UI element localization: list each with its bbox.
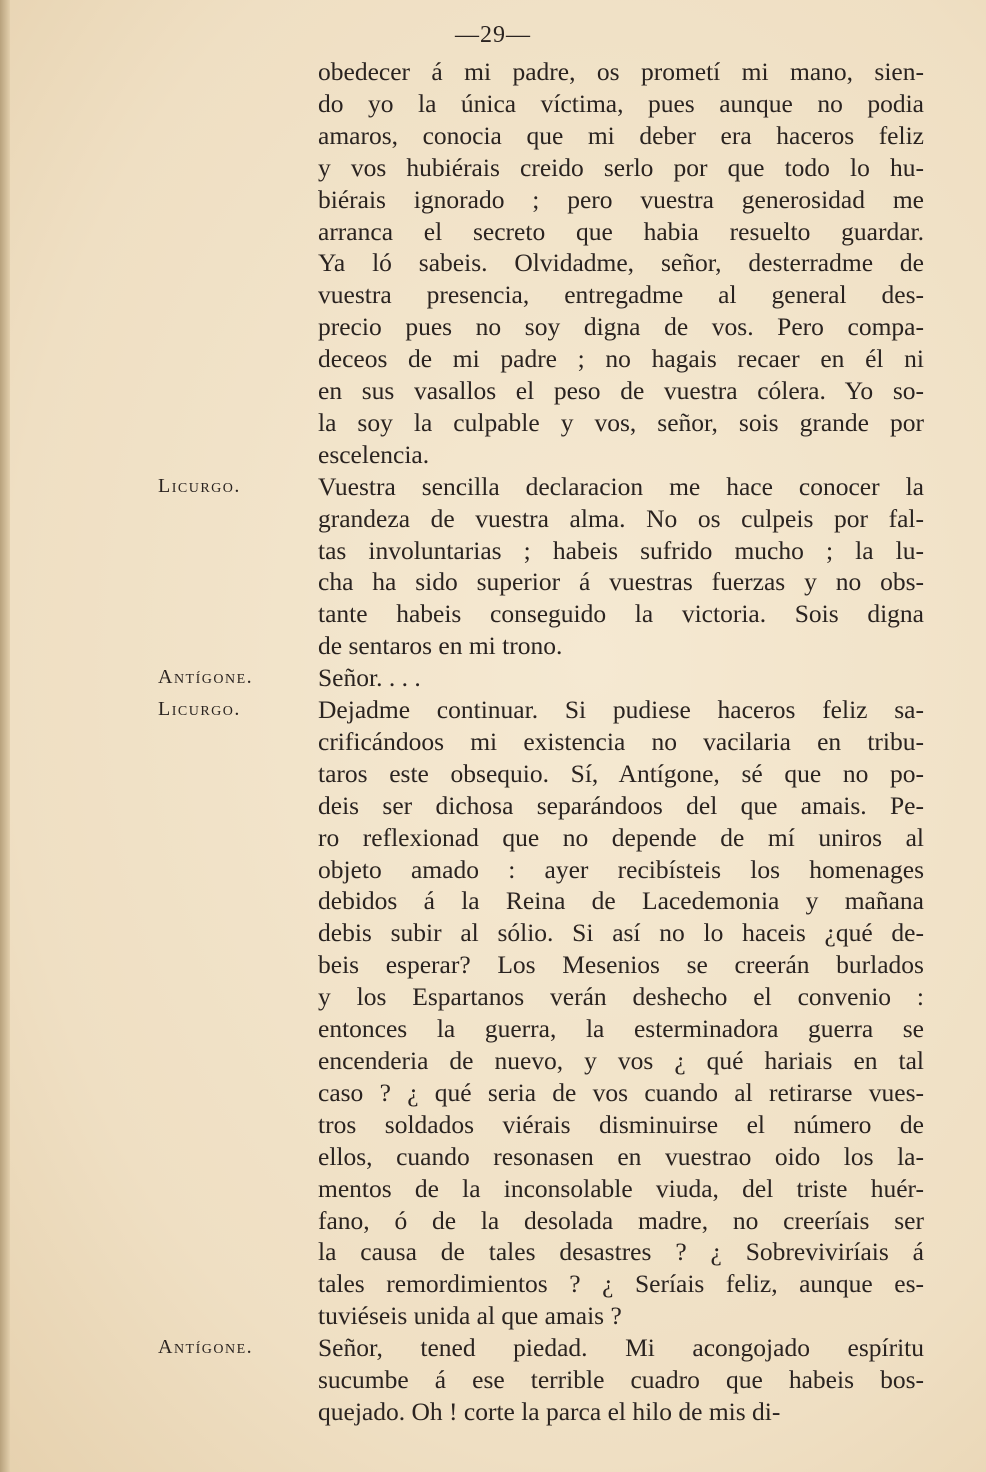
- text-line: la soy la culpable y vos, señor, sois grande por: [318, 407, 924, 437]
- speech-block: [318, 1332, 924, 1428]
- text-line: obedecer á mi padre, os prometí mi mano, sien-: [318, 57, 924, 86]
- speaker-name: Licurgo.: [158, 698, 241, 720]
- text-line: beis esperar? Los Mesenios se creerán burlados: [318, 950, 924, 980]
- page-number: —29—: [455, 22, 531, 48]
- speech-block: [318, 662, 924, 694]
- text-line: ellos, cuando resonasen en vuestrao oido los la-: [318, 1141, 924, 1171]
- text-line: Vuestra sencilla declaracion me hace conocer la: [318, 471, 924, 501]
- speaker-name: Licurgo.: [158, 474, 241, 497]
- text-line: debis subir al sólio. Si así no lo haceis ¿qué de-: [318, 918, 924, 948]
- text-line: Dejadme continuar. Si pudiese haceros feliz sa-: [318, 695, 924, 724]
- text-line: quejado. Oh ! corte la parca el hilo de mis di-: [318, 1396, 781, 1426]
- text-line: Señor. . . .: [318, 663, 421, 693]
- text-line: objeto amado : ayer recibísteis los homenages: [318, 854, 924, 884]
- text-line: precio pues no soy digna de vos. Pero compa-: [318, 312, 924, 342]
- text-line: tales remordimientos ? ¿ Seríais feliz, aunque es-: [318, 1269, 924, 1299]
- text-line: en sus vasallos el peso de vuestra cólera. Yo so-: [318, 376, 924, 406]
- text-line: caso ? ¿ qué seria de vos cuando al retirarse vues-: [318, 1077, 924, 1107]
- text-line: amaros, conocia que mi deber era haceros feliz: [318, 120, 924, 150]
- speaker-name: Antígone.: [158, 666, 254, 689]
- speech-block: [318, 694, 924, 1332]
- speech-block: [318, 56, 924, 471]
- text-line: do yo la única víctima, pues aunque no podia: [318, 88, 924, 118]
- text-line: Señor, tened piedad. Mi acongojado espíritu: [318, 1333, 924, 1362]
- text-line: mentos de la inconsolable viuda, del triste huér-: [318, 1173, 924, 1203]
- text-line: deceos de mi padre ; no hagais recaer en él ni: [318, 344, 924, 374]
- text-line: entonces la guerra, la esterminadora guerra se: [318, 1014, 924, 1044]
- binding-edge: [0, 0, 10, 1472]
- text-line: encenderia de nuevo, y vos ¿ qué hariais en tal: [318, 1045, 924, 1075]
- text-line: debidos á la Reina de Lacedemonia y mañana: [318, 886, 924, 916]
- text-line: biérais ignorado ; pero vuestra generosidad me: [318, 184, 924, 214]
- text-line: tas involuntarias ; habeis sufrido mucho ; la lu-: [318, 535, 924, 565]
- text-line: sucumbe á ese terrible cuadro que habeis bos-: [318, 1364, 924, 1394]
- text-line: vuestra presencia, entregadme al general des-: [318, 280, 924, 310]
- text-line: y vos hubiérais creido serlo por que todo lo hu-: [318, 152, 924, 182]
- text-line: Ya ló sabeis. Olvidadme, señor, desterradme de: [318, 248, 924, 278]
- speech-block: [318, 471, 924, 662]
- text-line: deis ser dichosa separándoos del que amais. Pe-: [318, 790, 924, 820]
- text-line: grandeza de vuestra alma. No os culpeis por fal-: [318, 503, 924, 533]
- text-line: tros soldados viérais disminuirse el número de: [318, 1109, 924, 1139]
- text-line: arranca el secreto que habia resuelto guardar.: [318, 216, 924, 246]
- text-line: de sentaros en mi trono.: [318, 631, 563, 661]
- text-line: tante habeis conseguido la victoria. Sois digna: [318, 599, 924, 629]
- text-line: y los Espartanos verán deshecho el convenio :: [318, 982, 924, 1012]
- text-line: crificándoos mi existencia no vacilaria en tribu-: [318, 726, 924, 756]
- speaker-name: Antígone.: [158, 1336, 254, 1358]
- text-line: escelencia.: [318, 439, 430, 469]
- text-line: ro reflexionad que no depende de mí uniros al: [318, 822, 924, 852]
- text-line: la causa de tales desastres ? ¿ Sobreviviríais á: [318, 1237, 924, 1267]
- text-line: taros este obsequio. Sí, Antígone, sé que no po-: [318, 758, 924, 788]
- text-line: cha ha sido superior á vuestras fuerzas y no obs-: [318, 567, 924, 597]
- text-line: tuviéseis unida al que amais ?: [318, 1301, 622, 1331]
- text-line: fano, ó de la desolada madre, no creeríais ser: [318, 1205, 924, 1235]
